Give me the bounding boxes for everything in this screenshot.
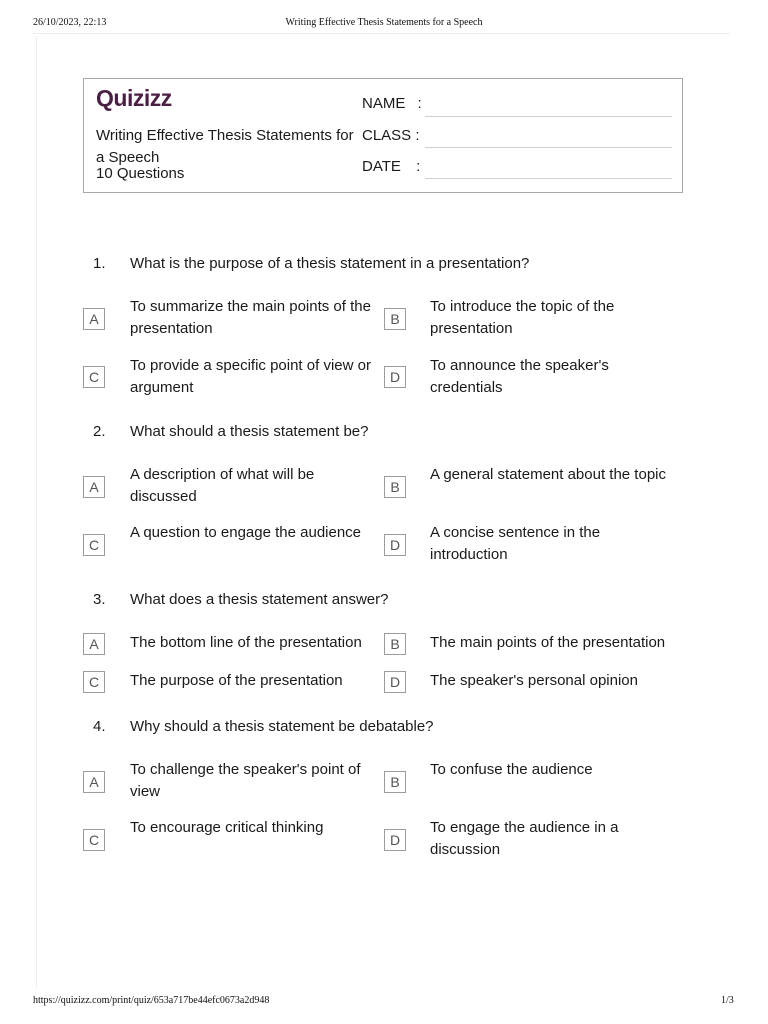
option-a-text: A description of what will be discussed bbox=[130, 466, 315, 505]
option-b-text: A general statement about the topic bbox=[430, 466, 666, 483]
print-page-number: 1/3 bbox=[721, 995, 734, 1006]
name-label: NAME : bbox=[362, 95, 422, 112]
quizizz-logo: Quizizz bbox=[96, 85, 172, 111]
option-d-box[interactable]: D bbox=[384, 534, 406, 556]
question-text: What should a thesis statement be? bbox=[130, 423, 369, 440]
option-a-text: The bottom line of the presentation bbox=[130, 634, 362, 651]
question-3 bbox=[0, 591, 768, 611]
option-b-text: The main points of the presentation bbox=[430, 634, 666, 651]
quiz-header bbox=[83, 78, 683, 193]
name-field[interactable] bbox=[425, 116, 672, 117]
option-c-box[interactable]: C bbox=[83, 829, 105, 851]
question-1 bbox=[0, 255, 768, 275]
option-c-box[interactable]: C bbox=[83, 366, 105, 388]
option-d-text: To announce the speaker's credentials bbox=[430, 357, 609, 396]
option-c-text: A question to engage the audience bbox=[130, 524, 362, 541]
print-date: 26/10/2023, 22:13 bbox=[33, 17, 107, 28]
option-b-text: To confuse the audience bbox=[430, 761, 593, 778]
question-number: 3. bbox=[93, 591, 106, 608]
print-title: Writing Effective Thesis Statements for a Speech bbox=[285, 17, 483, 28]
date-field[interactable] bbox=[425, 178, 672, 179]
question-4 bbox=[0, 718, 768, 738]
option-b-text: To introduce the topic of the presentation bbox=[430, 298, 615, 337]
option-a-box[interactable]: A bbox=[83, 476, 105, 498]
option-a-box[interactable]: A bbox=[83, 308, 105, 330]
question-text: Why should a thesis statement be debatable? bbox=[130, 718, 434, 735]
option-d-box[interactable]: D bbox=[384, 829, 406, 851]
option-a-box[interactable]: A bbox=[83, 771, 105, 793]
option-a-box[interactable]: A bbox=[83, 633, 105, 655]
question-number: 4. bbox=[93, 718, 106, 735]
class-field[interactable] bbox=[425, 147, 672, 148]
left-divider bbox=[36, 36, 37, 988]
date-label: DATE : bbox=[362, 158, 421, 175]
option-b-box[interactable]: B bbox=[384, 476, 406, 498]
question-text: What is the purpose of a thesis statement in a presentation? bbox=[130, 255, 530, 272]
option-a-text: To challenge the speaker's point of view bbox=[130, 761, 361, 800]
option-b-box[interactable]: B bbox=[384, 308, 406, 330]
option-c-box[interactable]: C bbox=[83, 671, 105, 693]
question-text: What does a thesis statement answer? bbox=[130, 591, 389, 608]
top-divider bbox=[33, 33, 730, 34]
option-b-box[interactable]: B bbox=[384, 633, 406, 655]
option-d-box[interactable]: D bbox=[384, 366, 406, 388]
quiz-title: Writing Effective Thesis Statements for a Speech bbox=[96, 127, 354, 166]
question-number: 2. bbox=[93, 423, 106, 440]
option-d-text: The speaker's personal opinion bbox=[430, 672, 638, 689]
option-c-text: To encourage critical thinking bbox=[130, 819, 324, 836]
option-d-text: A concise sentence in the introduction bbox=[430, 524, 601, 563]
class-label: CLASS : bbox=[362, 127, 420, 144]
option-d-box[interactable]: D bbox=[384, 671, 406, 693]
option-a-text: To summarize the main points of the presentation bbox=[130, 298, 371, 337]
option-c-text: To provide a specific point of view or argument bbox=[130, 357, 371, 396]
option-b-box[interactable]: B bbox=[384, 771, 406, 793]
option-c-box[interactable]: C bbox=[83, 534, 105, 556]
option-d-text: To engage the audience in a discussion bbox=[430, 819, 619, 858]
question-2 bbox=[0, 423, 768, 443]
question-number: 1. bbox=[93, 255, 106, 272]
print-url: https://quizizz.com/print/quiz/653a717be44efc0673a2d948 bbox=[33, 995, 270, 1006]
question-count: 10 Questions bbox=[96, 165, 185, 182]
option-c-text: The purpose of the presentation bbox=[130, 672, 343, 689]
